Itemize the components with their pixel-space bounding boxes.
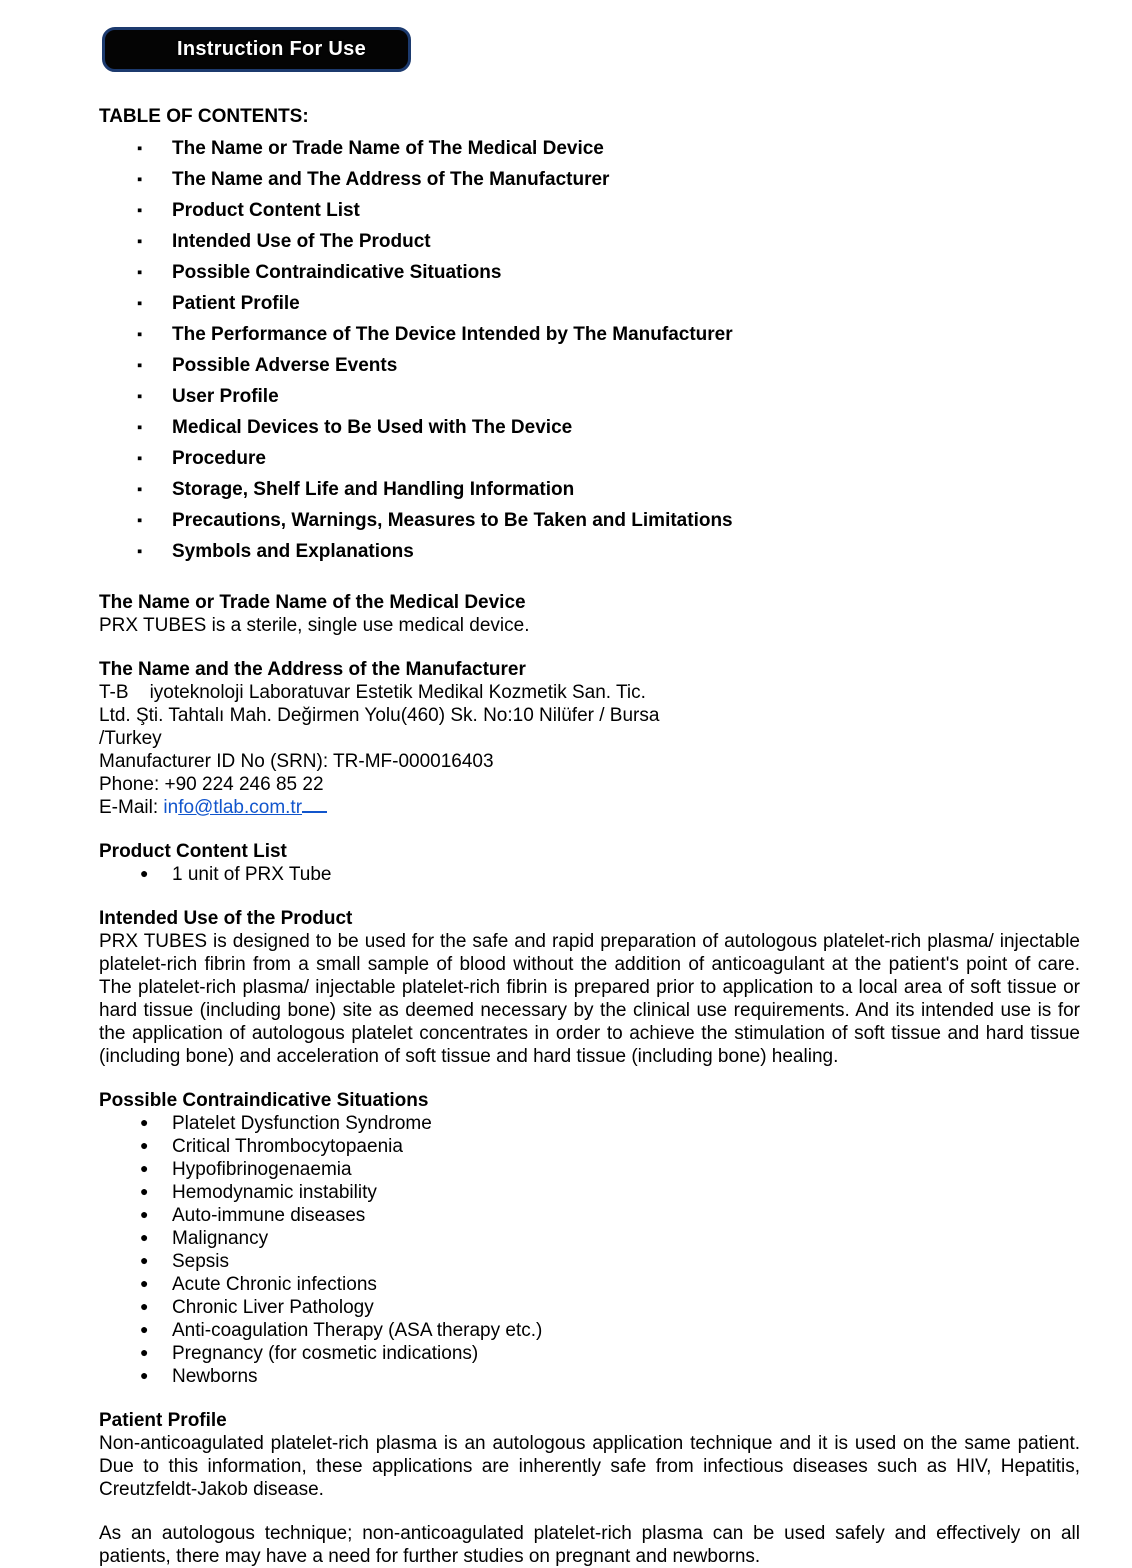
- square-bullet-icon: ▪: [137, 543, 143, 560]
- contraindication-item: [99, 1319, 1080, 1342]
- square-bullet-icon: ▪: [137, 388, 143, 405]
- contraindication-item: [99, 1181, 1080, 1204]
- email-underline-extension: [302, 796, 327, 813]
- toc-item: [99, 540, 1080, 563]
- toc-item-label: Medical Devices to Be Used with The Device: [172, 417, 573, 438]
- manufacturer-email-line: [99, 796, 1080, 819]
- intended-use-body: PRX TUBES is designed to be used for the safe and rapid preparation of autologous platelet-rich plasma/ injectable platelet-rich fibrin from a small sample of blood without the addition of anticoagulant at the patient's point of care. The platelet-rich plasma/ injectable platelet-rich fibrin is prepared prior to application to a local area of soft tissue or hard tissue (including bone) site as deemed necessary by the clinical use requirements. And its intended use is for the application of autologous platelet concentrates in order to achieve the stimulation of soft tissue and hard tissue (including bone) and acceleration of soft tissue and hard tissue (including bone) healing.: [99, 931, 1080, 1067]
- toc-item-label: Patient Profile: [172, 293, 300, 314]
- square-bullet-icon: ▪: [137, 357, 143, 374]
- toc-item: [99, 509, 1080, 532]
- toc-item: [99, 323, 1080, 346]
- email-label: E-Mail:: [99, 797, 159, 818]
- round-bullet-icon: ●: [140, 865, 149, 881]
- square-bullet-icon: ▪: [137, 264, 143, 281]
- toc-item: [99, 416, 1080, 439]
- device-name-heading: The Name or Trade Name of the Medical Device: [99, 592, 526, 613]
- toc-item: [99, 168, 1080, 191]
- contraindication-item: [99, 1112, 1080, 1135]
- square-bullet-icon: ▪: [137, 512, 143, 529]
- contraindication-item: [99, 1296, 1080, 1319]
- square-bullet-icon: ▪: [137, 419, 143, 436]
- round-bullet-icon: ●: [140, 1344, 149, 1360]
- contraindication-item-label: Newborns: [172, 1366, 258, 1387]
- toc-item-label: Intended Use of The Product: [172, 231, 431, 252]
- toc-item-label: Storage, Shelf Life and Handling Information: [172, 479, 575, 500]
- contraindication-item: [99, 1250, 1080, 1273]
- email-link[interactable]: [163, 797, 327, 818]
- toc-item-label: Procedure: [172, 448, 266, 469]
- contraindication-item-label: Hypofibrinogenaemia: [172, 1159, 352, 1180]
- square-bullet-icon: ▪: [137, 326, 143, 343]
- square-bullet-icon: ▪: [137, 295, 143, 312]
- round-bullet-icon: ●: [140, 1206, 149, 1222]
- contraindications-heading: Possible Contraindicative Situations: [99, 1090, 429, 1111]
- manufacturer-address-line-3: /Turkey: [99, 728, 162, 749]
- round-bullet-icon: ●: [140, 1183, 149, 1199]
- contraindication-item-label: Sepsis: [172, 1251, 230, 1272]
- square-bullet-icon: ▪: [137, 140, 143, 157]
- manufacturer-name-rest: iyoteknoloji Laboratuvar Estetik Medikal Kozmetik San. Tic.: [149, 682, 646, 703]
- toc-item: [99, 354, 1080, 377]
- contraindication-item: [99, 1342, 1080, 1365]
- section-contraindications: [99, 1089, 1080, 1388]
- contraindication-item-label: Malignancy: [172, 1228, 269, 1249]
- square-bullet-icon: ▪: [137, 171, 143, 188]
- toc-item: [99, 478, 1080, 501]
- toc-item-label: Product Content List: [172, 200, 360, 221]
- section-patient-profile: [99, 1409, 1080, 1568]
- contraindication-item: [99, 1365, 1080, 1388]
- patient-profile-paragraph-2: As an autologous technique; non-anticoagulated platelet-rich plasma can be used safely and effectively on all patients, there may have a need for further studies on pregnant and newborns.: [99, 1523, 1080, 1567]
- contraindication-item-label: Platelet Dysfunction Syndrome: [172, 1113, 432, 1134]
- intended-use-heading: Intended Use of the Product: [99, 908, 353, 929]
- product-content-list: [99, 863, 1080, 886]
- toc-item: [99, 230, 1080, 253]
- section-manufacturer: [99, 658, 1080, 819]
- toc-item-label: The Performance of The Device Intended by The Manufacturer: [172, 324, 733, 345]
- contraindication-item: [99, 1135, 1080, 1158]
- section-product-content: [99, 840, 1080, 886]
- contraindication-item-label: Hemodynamic instability: [172, 1182, 377, 1203]
- round-bullet-icon: ●: [140, 1114, 149, 1130]
- contraindication-item: [99, 1158, 1080, 1181]
- instruction-for-use-badge: [102, 27, 411, 72]
- toc-item: [99, 447, 1080, 470]
- patient-profile-paragraph-1: Non-anticoagulated platelet-rich plasma is an autologous application technique and it is used on the same patient. Due to this information, these applications are inherently safe from infectious diseases such as HIV, Hepatitis, Creutzfeldt-Jakob disease.: [99, 1433, 1080, 1500]
- manufacturer-address-line-1: [99, 681, 1080, 704]
- toc-item: [99, 292, 1080, 315]
- contraindication-item-label: Critical Thrombocytopaenia: [172, 1136, 403, 1157]
- manufacturer-address-line-2: Ltd. Şti. Tahtalı Mah. Değirmen Yolu(460) Sk. No:10 Nilüfer / Bursa: [99, 705, 660, 726]
- manufacturer-phone: Phone: +90 224 246 85 22: [99, 774, 324, 795]
- round-bullet-icon: ●: [140, 1367, 149, 1383]
- toc-item-label: Possible Contraindicative Situations: [172, 262, 502, 283]
- contraindication-item-label: Anti-coagulation Therapy (ASA therapy etc.): [172, 1320, 543, 1341]
- contraindication-item: [99, 1204, 1080, 1227]
- toc-item: [99, 261, 1080, 284]
- toc-list: [99, 137, 1080, 563]
- toc-item: [99, 385, 1080, 408]
- square-bullet-icon: ▪: [137, 202, 143, 219]
- device-name-body: PRX TUBES is a sterile, single use medical device.: [99, 615, 530, 636]
- product-content-item: [99, 863, 1080, 886]
- round-bullet-icon: ●: [140, 1321, 149, 1337]
- section-intended-use: [99, 907, 1080, 1068]
- toc-item-label: The Name or Trade Name of The Medical Device: [172, 138, 604, 159]
- round-bullet-icon: ●: [140, 1160, 149, 1176]
- contraindication-item-label: Pregnancy (for cosmetic indications): [172, 1343, 479, 1364]
- contraindication-item-label: Auto-immune diseases: [172, 1205, 366, 1226]
- manufacturer-heading: The Name and the Address of the Manufacturer: [99, 659, 526, 680]
- toc-item-label: User Profile: [172, 386, 279, 407]
- toc-item: [99, 137, 1080, 160]
- patient-profile-heading: Patient Profile: [99, 1410, 227, 1431]
- round-bullet-icon: ●: [140, 1252, 149, 1268]
- round-bullet-icon: ●: [140, 1275, 149, 1291]
- toc-item: [99, 199, 1080, 222]
- email-link-underlined: fo@tlab.com.tr: [178, 797, 303, 818]
- manufacturer-srn: Manufacturer ID No (SRN): TR-MF-000016403: [99, 751, 494, 772]
- toc-heading: TABLE OF CONTENTS:: [99, 106, 309, 127]
- manufacturer-name-prefix: T-B: [99, 682, 129, 703]
- square-bullet-icon: ▪: [137, 450, 143, 467]
- toc-item-label: Possible Adverse Events: [172, 355, 398, 376]
- square-bullet-icon: ▪: [137, 233, 143, 250]
- contraindication-item: [99, 1273, 1080, 1296]
- email-link-start: in: [163, 797, 179, 818]
- contraindication-item-label: Chronic Liver Pathology: [172, 1297, 374, 1318]
- square-bullet-icon: ▪: [137, 481, 143, 498]
- badge-label: Instruction For Use: [176, 38, 367, 60]
- section-device-name: [99, 591, 1080, 637]
- contraindication-item: [99, 1227, 1080, 1250]
- round-bullet-icon: ●: [140, 1137, 149, 1153]
- round-bullet-icon: ●: [140, 1229, 149, 1245]
- contraindication-item-label: Acute Chronic infections: [172, 1274, 377, 1295]
- contraindications-list: [99, 1112, 1080, 1388]
- round-bullet-icon: ●: [140, 1298, 149, 1314]
- toc-item-label: Symbols and Explanations: [172, 541, 414, 562]
- product-content-item-label: 1 unit of PRX Tube: [172, 864, 332, 885]
- toc-item-label: Precautions, Warnings, Measures to Be Taken and Limitations: [172, 510, 733, 531]
- product-content-heading: Product Content List: [99, 841, 287, 862]
- toc-item-label: The Name and The Address of The Manufacturer: [172, 169, 610, 190]
